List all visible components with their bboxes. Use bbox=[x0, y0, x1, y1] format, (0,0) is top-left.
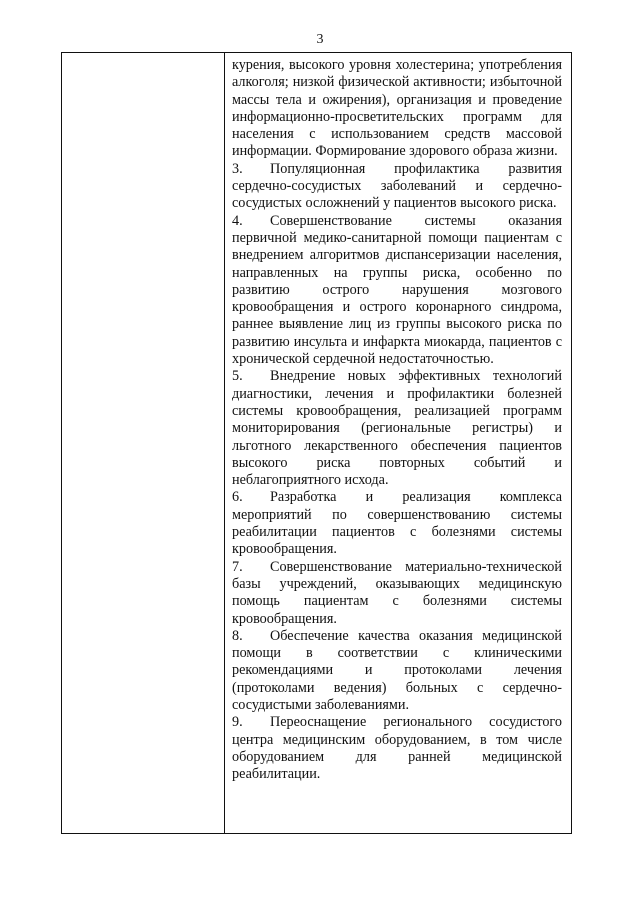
item-text: Переоснащение регионального сосудистого центра медицинским оборудованием, в том числе оборудованием для ранней медицинской реабилитации. bbox=[232, 714, 562, 783]
item-text: Обеспечение качества оказания медицинской помощи в соответствии с клиническими рекомендациями и протоколами лечения (протоколами ведения) больных с сердечно-сосудистыми заболеваниями. bbox=[232, 627, 562, 713]
item-text: Разработка и реализация комплекса мероприятий по совершенствованию системы реабилитации пациентов с болезнями системы кровообращения. bbox=[232, 489, 562, 558]
list-item bbox=[232, 628, 562, 714]
item-number: 4. bbox=[232, 212, 243, 229]
item-text: Совершенствование материально-технической базы учреждений, оказывающих медицинскую помощь пациентам с болезнями системы кровообращения. bbox=[232, 558, 562, 627]
continuation-paragraph: курения, высокого уровня холестерина; употребления алкоголя; низкой физической активности; избыточной массы тела и ожирения), организация и проведение информационно-просветительских программ для населения с использованием средств массовой информации. Формирование здорового образа жизни. bbox=[232, 57, 562, 160]
item-number: 9. bbox=[232, 714, 243, 731]
list-item bbox=[232, 213, 562, 369]
column-divider bbox=[224, 53, 225, 833]
list-item bbox=[232, 714, 562, 783]
item-number: 5. bbox=[232, 368, 243, 385]
item-number: 3. bbox=[232, 160, 243, 177]
page-number: 3 bbox=[316, 32, 324, 47]
item-text: Совершенствование системы оказания первичной медико-санитарной помощи пациентам с внедрением алгоритмов диспансеризации населения, направленных на группы риска, особенно по развитию острого нарушения мозгового кровообращения и острого коронарного синдрома, раннее выявление лиц из группы высокого риска по развитию инсульта и инфаркта миокарда, пациентов с хронической сердечной недостаточностью. bbox=[232, 212, 562, 368]
list-item bbox=[232, 161, 562, 213]
item-number: 6. bbox=[232, 489, 243, 506]
item-number: 8. bbox=[232, 627, 243, 644]
item-text: Внедрение новых эффективных технологий диагностики, лечения и профилактики болезней системы кровообращения, реализацией программ мониторирования (региональные регистры) и льготного лекарственного обеспечения пациентов высокого риска повторных событий и неблагоприятного исхода. bbox=[232, 368, 562, 489]
document-table bbox=[61, 52, 572, 834]
list-item bbox=[232, 559, 562, 628]
table-cell-content bbox=[232, 57, 562, 783]
item-text: Популяционная профилактика развития сердечно-сосудистых заболеваний и сердечно-сосудистых осложнений у пациентов высокого риска. bbox=[232, 160, 562, 212]
list-item bbox=[232, 489, 562, 558]
item-number: 7. bbox=[232, 558, 243, 575]
list-item bbox=[232, 368, 562, 489]
